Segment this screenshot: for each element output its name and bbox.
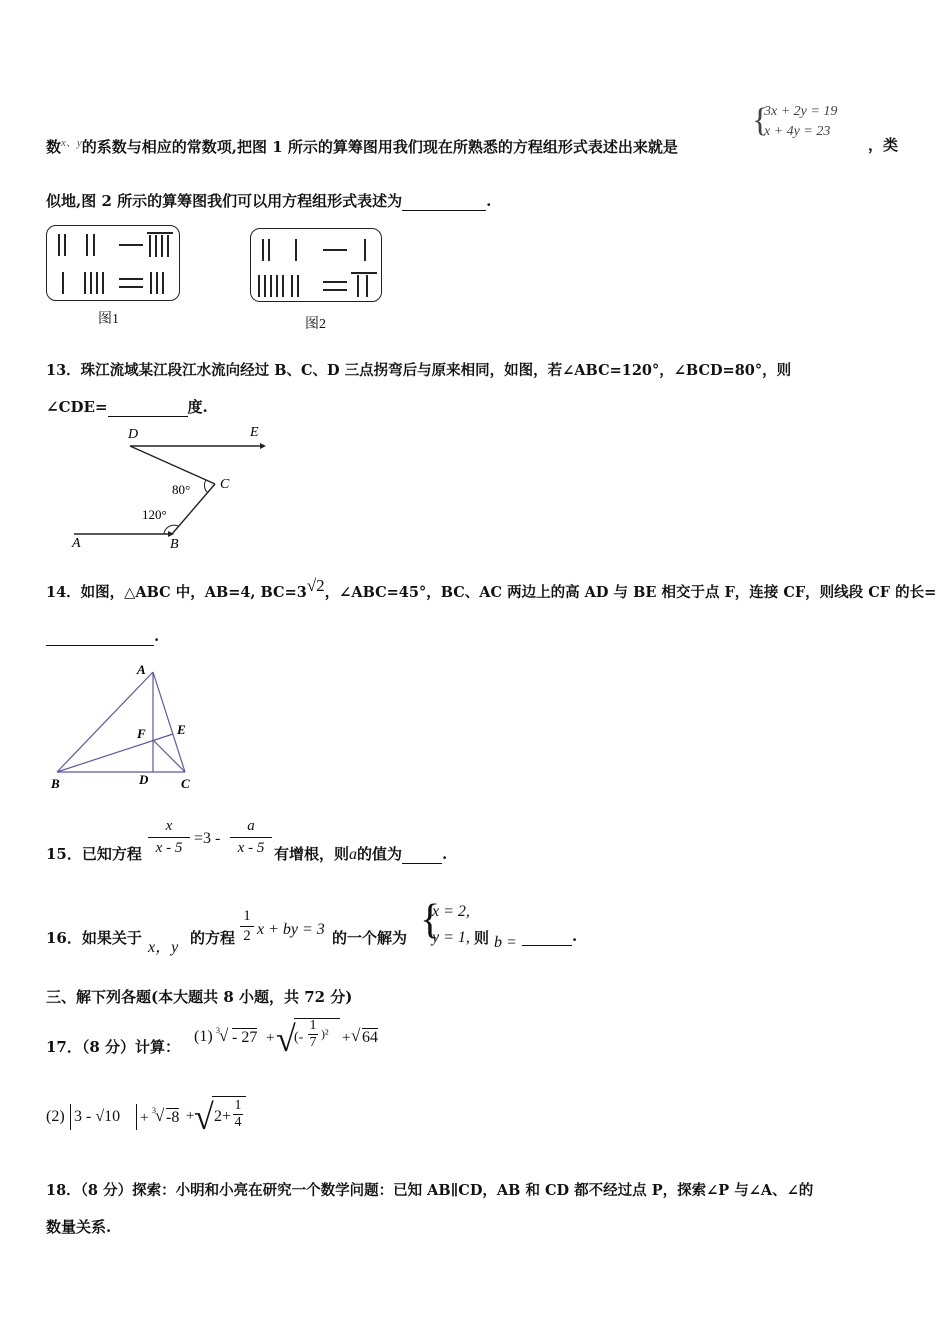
rod (291, 275, 293, 297)
rod (119, 278, 143, 280)
frac1-num: x (165, 818, 173, 834)
q14-diagram (45, 660, 205, 795)
rod (262, 239, 264, 261)
rod (64, 234, 66, 256)
rod (86, 234, 88, 256)
rod (150, 272, 152, 294)
rod (102, 272, 104, 294)
q16-end: . (572, 927, 578, 945)
label-b: B (170, 537, 179, 552)
rod (351, 272, 377, 274)
q14-line2 (46, 627, 159, 646)
label-d: D (139, 772, 149, 787)
rod (323, 281, 347, 283)
q18-line1: 18．（8 分）探索：小明和小亮在研究一个数学问题：已知 AB∥CD，AB 和 CD 都不经过点 P，探索∠P 与∠A、∠的 (46, 1182, 814, 1199)
q13-line2 (46, 396, 208, 417)
abs-bar (70, 1104, 71, 1130)
q17-part1-close: )² (321, 1027, 329, 1041)
intro-line1-pre: 数 (46, 138, 62, 156)
plus-sign: + (140, 1110, 149, 1126)
q14-line2-end: . (154, 627, 160, 645)
q15-post1: 有增根，则 (274, 845, 350, 863)
rod (155, 235, 157, 257)
frac-num: 1 (309, 1018, 317, 1033)
plus-sign: + (266, 1030, 275, 1046)
label-a: A (72, 536, 81, 551)
rod (297, 275, 299, 297)
q15-pre: 15．已知方程 (46, 845, 142, 863)
q14-text-post: ，∠ABC=45°，BC、AC 两边上的高 AD 与 BE 相交于点 F，连接 CF，则线段 CF 的长= (324, 583, 937, 601)
rod (258, 275, 260, 297)
rod (149, 235, 151, 257)
rod (161, 235, 163, 257)
plus-sign: + (342, 1030, 351, 1046)
rod (58, 234, 60, 256)
frac2-den: x - 5 (237, 840, 265, 856)
q17-part1-cbrt: - 27 (232, 1029, 258, 1046)
q14-sqrt: √2 (306, 576, 325, 595)
q15-var: a (349, 846, 358, 863)
radical-icon: √ (194, 1097, 214, 1137)
rod (119, 286, 143, 288)
label-f: F (137, 726, 146, 741)
q17-part2-abs: 3 - √10 (74, 1108, 121, 1125)
label-e: E (250, 425, 259, 440)
intro-line2 (46, 190, 491, 211)
radical-icon: √ (351, 1026, 361, 1045)
intro-line2-end: . (486, 192, 492, 210)
intro-line1-post: ，类 (868, 136, 899, 154)
rod (264, 275, 266, 297)
frac-den: 7 (309, 1035, 317, 1050)
q13-line2-pre: ∠CDE= (46, 398, 108, 416)
q16-post: 则 (474, 929, 490, 947)
answer-blank-15 (402, 845, 442, 864)
q17-part1-sqrt: 64 (362, 1029, 378, 1046)
arrow-icon (260, 443, 266, 449)
rod (93, 234, 95, 256)
label-120: 120° (142, 507, 167, 522)
q17-part1-frac (308, 1018, 318, 1051)
rod (276, 275, 278, 297)
line-dc (130, 446, 215, 484)
rod (119, 244, 143, 246)
radical-icon: √ (276, 1019, 296, 1059)
plus-sign: + (186, 1108, 195, 1124)
brace-icon: { (420, 897, 441, 943)
angle-arc-c (204, 480, 208, 493)
rod (366, 275, 368, 297)
q16-sys1: x = 2, (432, 903, 470, 920)
label-80: 80° (172, 482, 191, 497)
intro-line1 (46, 134, 678, 157)
q17-part2-frac (233, 1098, 243, 1131)
radical-icon: √ (219, 1026, 229, 1045)
radical-icon: √ (155, 1106, 165, 1125)
q16-mid: 的方程 (190, 929, 236, 947)
figure-1-caption: 图1 (98, 312, 119, 327)
q15-end: . (442, 845, 448, 863)
rod (270, 275, 272, 297)
q15-mid: =3 - (194, 830, 221, 847)
label-e: E (177, 722, 186, 737)
q16-tail (522, 927, 577, 946)
q16-mid2: 的一个解为 (332, 929, 408, 947)
frac-bar (230, 837, 272, 838)
rod (90, 272, 92, 294)
height-be (57, 734, 173, 772)
answer-blank-13 (108, 398, 188, 417)
q14-text (46, 576, 936, 602)
rod-figure-2 (250, 228, 382, 302)
cube-root-index: 3 (216, 1026, 220, 1035)
answer-blank-14 (46, 627, 154, 646)
q13-line2-post: 度. (187, 398, 208, 416)
frac1-den: x - 5 (155, 840, 183, 856)
rod (364, 239, 366, 261)
figure-2-caption: 图2 (305, 317, 326, 332)
frac-num: 1 (234, 1098, 242, 1113)
q15-frac2 (230, 818, 272, 857)
q16-eq: x + by = 3 (257, 921, 325, 938)
rod (84, 272, 86, 294)
rod-figure-1 (46, 225, 180, 301)
rod (282, 275, 284, 297)
q15-frac1 (148, 818, 190, 857)
q15-post (274, 843, 447, 864)
equation-system-1 (752, 104, 864, 144)
rod (357, 275, 359, 297)
q17-part1-inner: (- (294, 1030, 304, 1045)
q15-post2: 的值为 (357, 845, 403, 863)
rod (295, 239, 297, 261)
radical-bar (212, 1096, 246, 1097)
label-a: A (137, 662, 146, 677)
rod (162, 272, 164, 294)
rod (167, 235, 169, 257)
q17-part2-num: (2) (46, 1108, 65, 1125)
frac-den: 4 (234, 1115, 242, 1130)
frac-bar (148, 837, 190, 838)
label-c: C (181, 776, 190, 791)
q17-part2 (46, 1094, 286, 1144)
frac-bar (240, 926, 254, 927)
label-d: D (128, 427, 139, 442)
rod (62, 272, 64, 294)
equation-1: 3x + 2y = 19 (764, 104, 838, 119)
q18-line2: 数量关系. (46, 1218, 112, 1236)
abs-bar (136, 1104, 137, 1130)
q16-frac-num: 1 (243, 908, 251, 924)
equation-2: x + 4y = 23 (764, 124, 831, 139)
rod (268, 239, 270, 261)
intro-line1-mid: 的系数与相应的常数项,把图 1 所示的算筹图用我们现在所熟悉的方程组形式表述出来就是 (81, 138, 678, 156)
q16-sys2: y = 1, (432, 929, 470, 946)
q16-b: b = (494, 934, 517, 951)
cube-root-index: 3 (152, 1106, 156, 1115)
q16-frac (240, 908, 254, 945)
label-c: C (220, 477, 230, 492)
q14-text-pre: 14．如图，△ABC 中，AB=4, BC=3 (46, 583, 307, 601)
q13-text: 13．珠江流域某江段江水流向经过 B、C、D 三点拐弯后与原来相同，如图，若∠ABC=120°，∠BCD=80°，则 (46, 362, 792, 379)
rod (147, 232, 173, 234)
q17-part2-cbrt: -8 (166, 1109, 180, 1126)
rod (323, 249, 347, 251)
rod (156, 272, 158, 294)
side-ab (57, 672, 153, 772)
intro-line2-text: 似地,图 2 所示的算筹图我们可以用方程组形式表述为 (46, 192, 403, 210)
rod (323, 289, 347, 291)
q13-diagram (60, 420, 290, 555)
label-b: B (51, 776, 60, 791)
answer-blank-12 (402, 192, 486, 211)
answer-blank-16 (522, 927, 572, 946)
q17-part1 (194, 1016, 394, 1066)
q16-frac-den: 2 (243, 928, 251, 944)
q17-part2-sqrt-pre: 2+ (214, 1108, 232, 1125)
frac2-num: a (247, 818, 255, 834)
section-3-heading: 三、解下列各题(本大题共 8 小题，共 72 分) (46, 988, 353, 1006)
intro-vars: x、y (61, 137, 82, 149)
q16-vars: x，y (148, 939, 179, 956)
brace-icon: { (752, 102, 769, 139)
q16-pre: 16．如果关于 (46, 929, 142, 947)
q17-label: 17．（8 分）计算： (46, 1038, 181, 1056)
rod (96, 272, 98, 294)
q17-part1-num: (1) (194, 1028, 213, 1045)
